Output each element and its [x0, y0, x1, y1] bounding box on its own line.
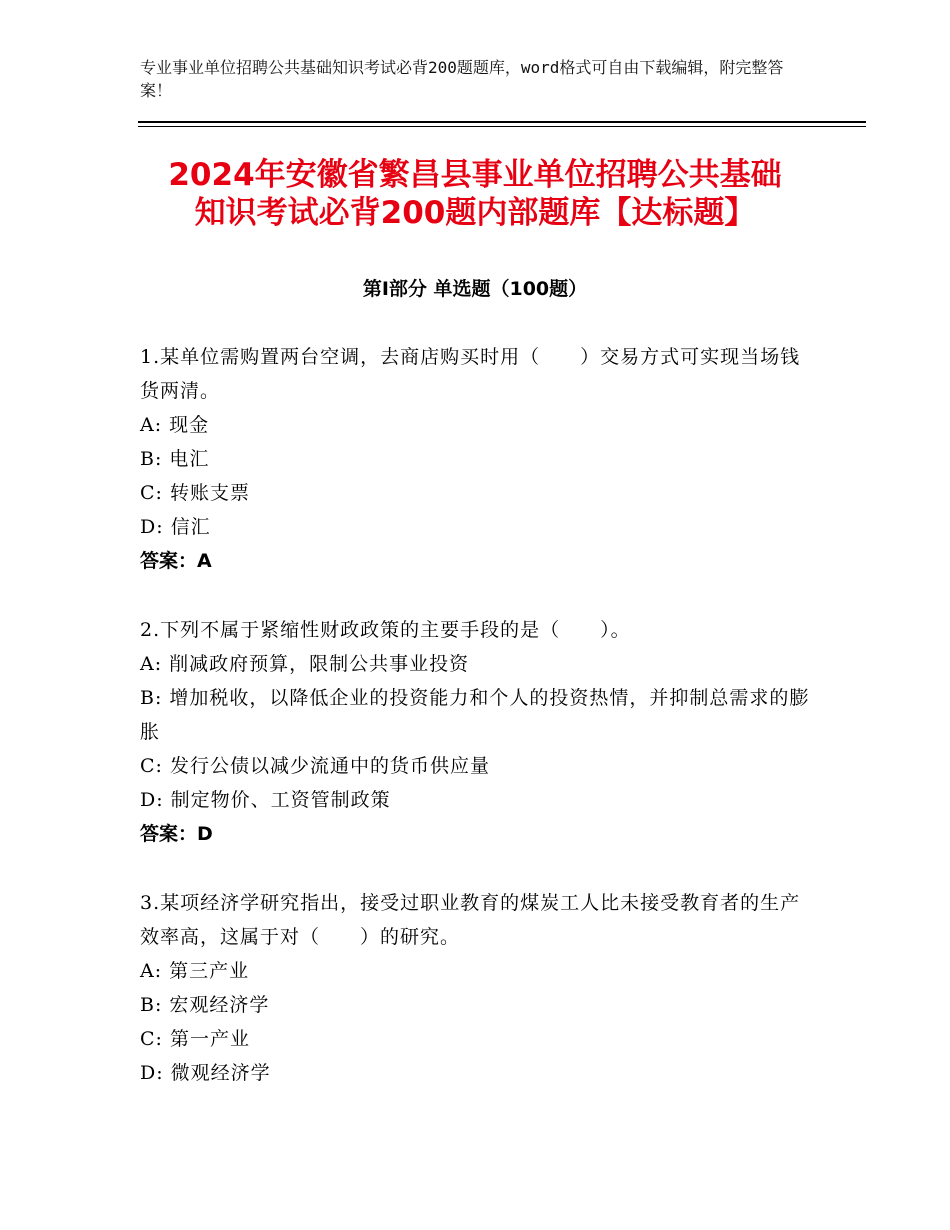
- option-c: C: 发行公债以减少流通中的货币供应量: [140, 755, 490, 777]
- option-d: D: 微观经济学: [140, 1062, 271, 1084]
- question-list: [140, 340, 810, 1125]
- option-b: B: 宏观经济学: [140, 994, 270, 1016]
- question-3: [140, 886, 810, 1090]
- option-c: C: 第一产业: [140, 1028, 250, 1050]
- header-divider-thin: [138, 126, 866, 127]
- option-d: D: 制定物价、工资管制政策: [140, 789, 391, 811]
- option-b: B: 增加税收，以降低企业的投资能力和个人的投资热情，并抑制总需求的膨胀: [140, 687, 810, 743]
- option-b: B: 电汇: [140, 448, 210, 470]
- document-title-line-1: 2024年安徽省繁昌县事业单位招聘公共基础: [168, 157, 782, 193]
- question-stem: 1.某单位需购置两台空调，去商店购买时用（ ）交易方式可实现当场钱货两清。: [140, 346, 801, 402]
- option-c: C: 转账支票: [140, 482, 250, 504]
- question-stem: 2.下列不属于紧缩性财政政策的主要手段的是（ ）。: [140, 619, 631, 641]
- answer: 答案：A: [140, 550, 212, 572]
- option-a: A: 现金: [140, 414, 210, 436]
- answer: 答案：D: [140, 823, 213, 845]
- header-divider-thick: [138, 121, 866, 123]
- document-title: [90, 156, 860, 232]
- section-title: 第Ⅰ部分 单选题（100题）: [362, 278, 588, 300]
- option-a: A: 削减政府预算，限制公共事业投资: [140, 653, 470, 675]
- option-a: A: 第三产业: [140, 960, 250, 982]
- question-2: [140, 613, 810, 851]
- question-stem: 3.某项经济学研究指出，接受过职业教育的煤炭工人比未接受教育者的生产效率高，这属于对（ ）的研究。: [140, 892, 801, 948]
- header-note: 专业事业单位招聘公共基础知识考试必背200题题库，word格式可自由下载编辑，附完整答案！: [140, 58, 784, 100]
- document-title-line-2: 知识考试必背200题内部题库【达标题】: [194, 195, 756, 231]
- question-1: [140, 340, 810, 578]
- option-d: D: 信汇: [140, 516, 211, 538]
